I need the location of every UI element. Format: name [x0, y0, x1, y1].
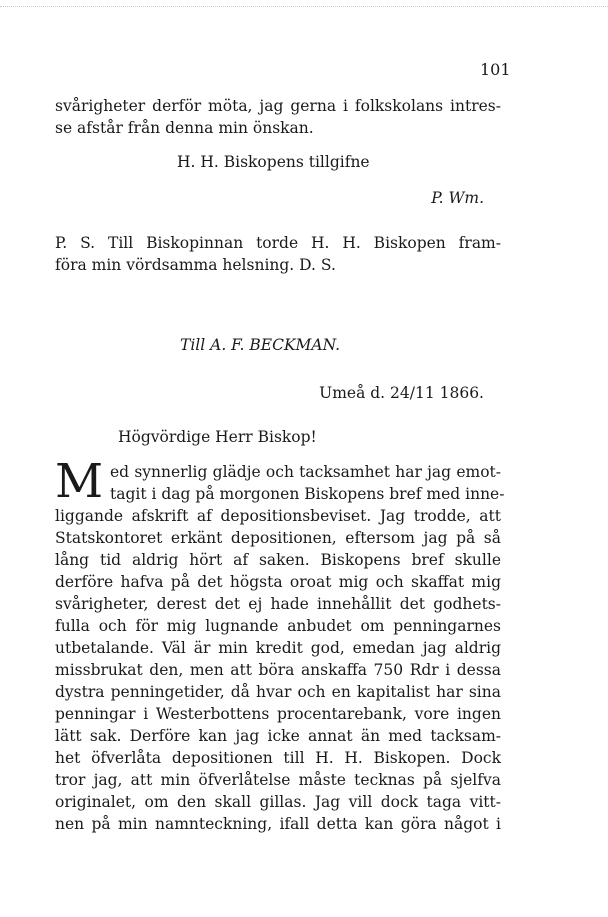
- paragraph-line: penningar i Westerbottens procentarebank, vore ingen: [55, 705, 501, 723]
- paragraph-line: se afstår från denna min önskan.: [55, 119, 314, 137]
- postscript-line: föra min vördsamma helsning. D. S.: [55, 256, 336, 274]
- paragraph-line: ed synnerlig glädje och tacksamhet har jag emot-: [110, 463, 501, 481]
- greeting: Högvördige Herr Biskop!: [118, 428, 317, 446]
- paragraph-line: utbetalande. Väl är min kredit god, emedan jag aldrig: [55, 639, 501, 657]
- paragraph-line: derföre hafva på det högsta oroat mig och skaffat mig: [55, 573, 501, 591]
- paragraph-line: lätt sak. Derföre kan jag icke annat än med tacksam-: [55, 727, 501, 745]
- paragraph-line: liggande afskrift af depositionsbeviset. Jag trodde, att: [55, 507, 501, 525]
- paragraph-line: tror jag, att min öfverlåtelse måste tecknas på sjelfva: [55, 771, 501, 789]
- paragraph-line: tagit i dag på morgonen Biskopens bref med inne-: [110, 485, 505, 503]
- paragraph-line: missbrukat den, men att böra anskaffa 750 Rdr i dessa: [55, 661, 501, 679]
- paragraph-line: originalet, om den skall gillas. Jag vill dock taga vitt-: [55, 793, 501, 811]
- paragraph-line: fulla och för mig lugnande anbudet om penningarnes: [55, 617, 501, 635]
- page-number: 101: [480, 60, 511, 79]
- closing-salutation: H. H. Biskopens tillgifne: [177, 153, 370, 171]
- drop-cap: M: [55, 454, 104, 509]
- paragraph-line: svårigheter, derest det ej hade innehållit det godhets-: [55, 595, 501, 613]
- signature: P. Wm.: [431, 189, 484, 207]
- paragraph-line: Statskontoret erkänt depositionen, eftersom jag på så: [55, 529, 501, 547]
- place-date: Umeå d. 24/11 1866.: [319, 384, 484, 402]
- postscript-line: P. S. Till Biskopinnan torde H. H. Biskopen fram-: [55, 234, 501, 252]
- paragraph-line: nen på min namnteckning, ifall detta kan göra något i: [55, 815, 501, 833]
- paragraph-line: lång tid aldrig hört af saken. Biskopens bref skulle: [55, 551, 501, 569]
- letter-heading: Till A. F. BECKMAN.: [180, 336, 341, 354]
- paragraph-line: dystra penningetider, då hvar och en kapitalist har sina: [55, 683, 501, 701]
- scan-top-edge: [0, 6, 608, 7]
- paragraph-line: het öfverlåta depositionen till H. H. Biskopen. Dock: [55, 749, 501, 767]
- paragraph-line: svårigheter derför möta, jag gerna i folkskolans intres-: [55, 97, 501, 115]
